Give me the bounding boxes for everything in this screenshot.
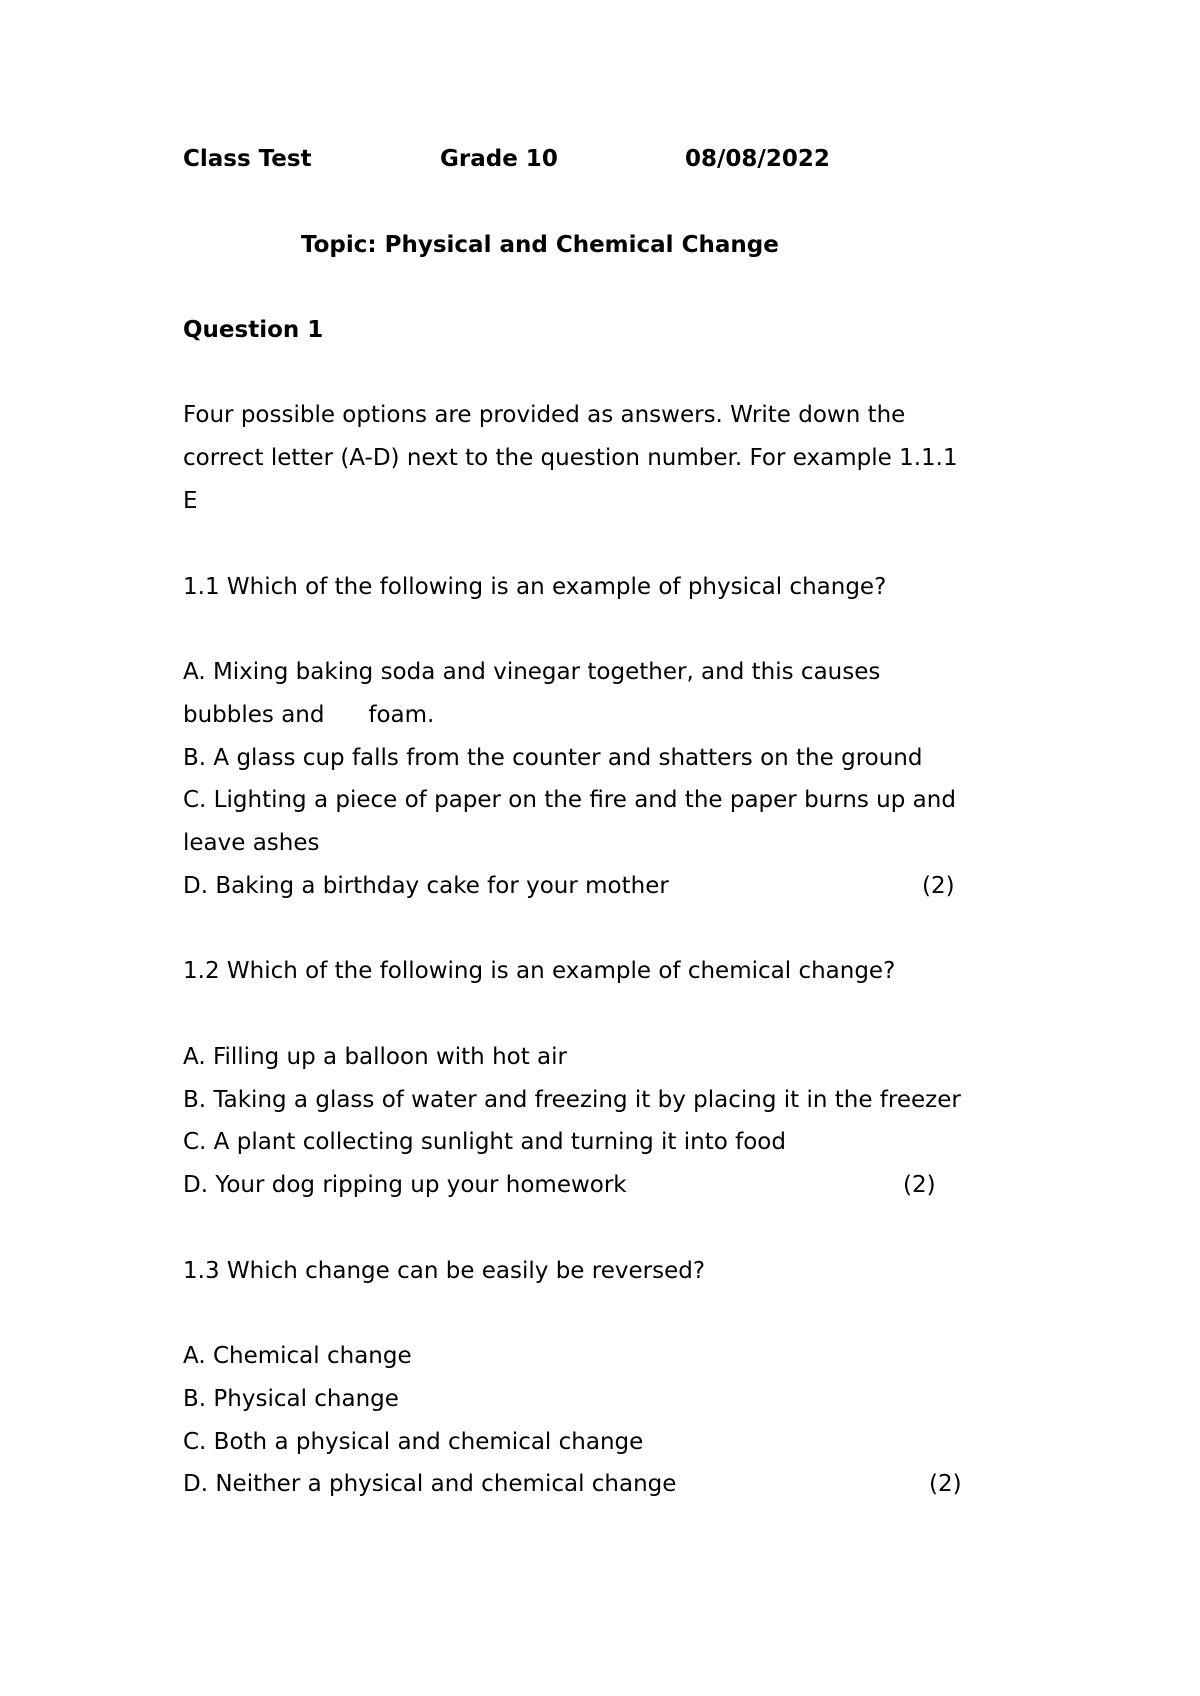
- q1-3-stem: 1.3 Which change can be easily be reversed?: [183, 1258, 706, 1284]
- instructions-line-1: Four possible options are provided as answers. Write down the: [183, 402, 906, 428]
- q1-2-option-c: C. A plant collecting sunlight and turning it into food: [183, 1129, 786, 1155]
- q1-1-option-c-line-2: leave ashes: [183, 830, 320, 856]
- q1-3-option-a: A. Chemical change: [183, 1343, 412, 1369]
- grade-label: Grade 10: [440, 146, 558, 172]
- q1-2-marks: (2): [903, 1172, 936, 1198]
- q1-2-option-d: D. Your dog ripping up your homework: [183, 1172, 627, 1198]
- q1-3-marks: (2): [929, 1471, 962, 1497]
- q1-1-marks: (2): [922, 873, 955, 899]
- q1-1-option-a-line-1: A. Mixing baking soda and vinegar together, and this causes: [183, 659, 881, 685]
- q1-3-option-b: B. Physical change: [183, 1386, 399, 1412]
- q1-1-option-d: D. Baking a birthday cake for your mother: [183, 873, 669, 899]
- question-title: Question 1: [183, 317, 324, 343]
- q1-1-option-c-line-1: C. Lighting a piece of paper on the fire and the paper burns up and: [183, 787, 956, 813]
- q1-2-option-a: A. Filling up a balloon with hot air: [183, 1044, 567, 1070]
- q1-1-option-b: B. A glass cup falls from the counter and shatters on the ground: [183, 745, 923, 771]
- q1-2-stem: 1.2 Which of the following is an example of chemical change?: [183, 958, 896, 984]
- instructions-line-3: E: [183, 488, 198, 514]
- q1-1-stem: 1.1 Which of the following is an example of physical change?: [183, 574, 887, 600]
- q1-1-option-a-line-2: bubbles and foam.: [183, 702, 435, 728]
- test-label: Class Test: [183, 146, 312, 172]
- instructions-line-2: correct letter (A-D) next to the question number. For example 1.1.1: [183, 445, 958, 471]
- q1-3-option-c: C. Both a physical and chemical change: [183, 1429, 644, 1455]
- q1-3-option-d: D. Neither a physical and chemical change: [183, 1471, 677, 1497]
- test-date: 08/08/2022: [685, 146, 830, 172]
- topic-heading: Topic: Physical and Chemical Change: [301, 232, 779, 258]
- q1-2-option-b: B. Taking a glass of water and freezing it by placing it in the freezer: [183, 1087, 961, 1113]
